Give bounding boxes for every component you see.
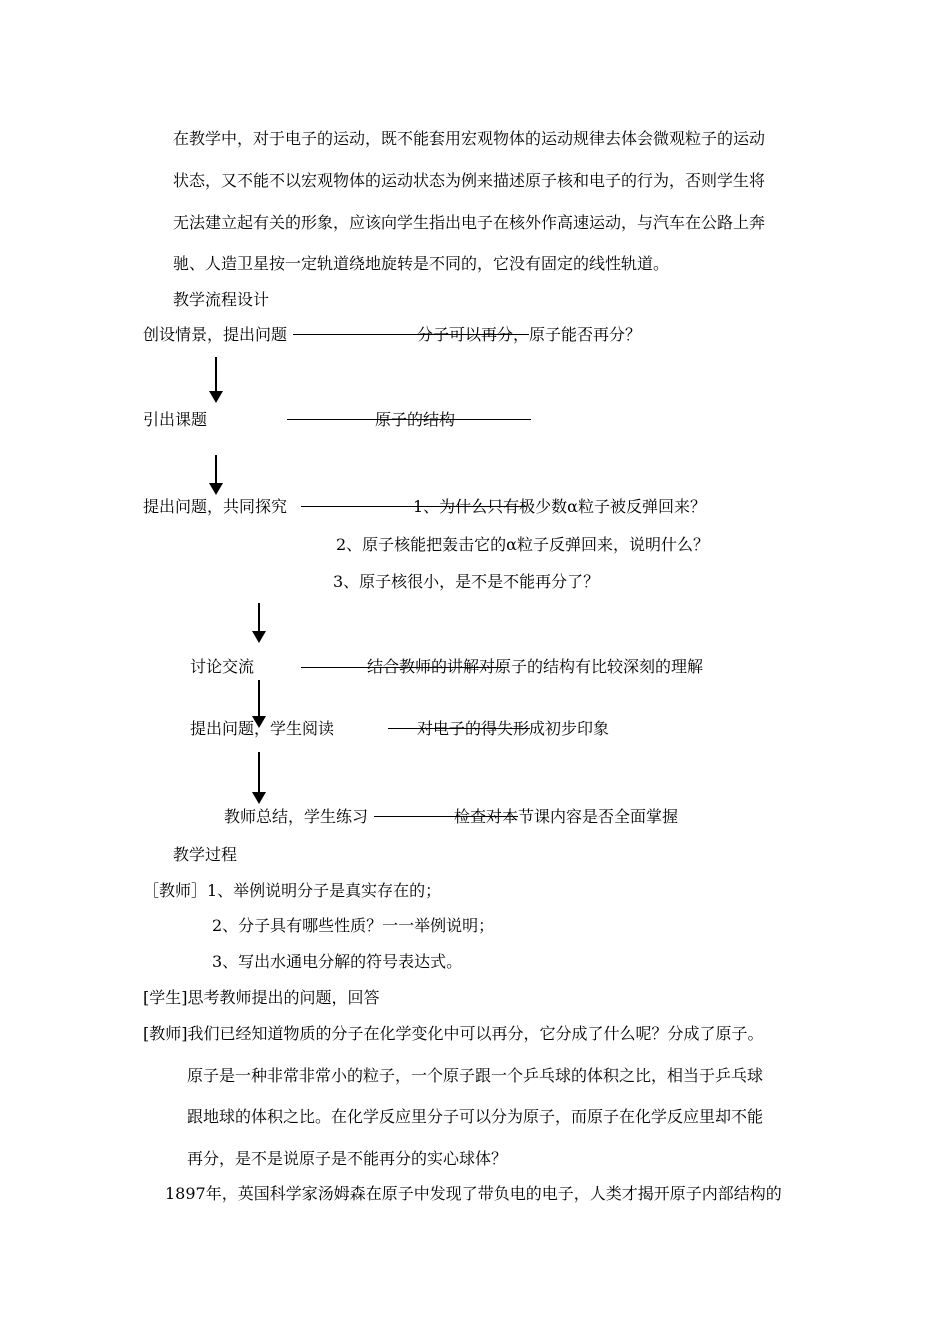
flow-step-label: 教师总结，学生练习	[224, 807, 369, 826]
flow-step-label: 引出课题	[143, 410, 208, 429]
flow-arrow-down	[252, 752, 266, 804]
flow-step-note: 对电子的得失形成初步印象	[417, 719, 610, 738]
history-line: 1897年，英国科学家汤姆森在原子中发现了带负电的电子，人类才揭开原子内部结构的	[165, 1184, 782, 1203]
flow-step-note: 结合教师的讲解对原子的结构有比较深刻的理解	[367, 657, 704, 676]
intro-line-3: 无法建立起有关的形象，应该向学生指出电子在核外作高速运动，与汽车在公路上奔	[173, 213, 766, 232]
flow-arrow-down	[209, 455, 223, 495]
flow-step-note: 原子的结构	[375, 410, 456, 429]
teacher-question-1: ［教师］1、举例说明分子是真实存在的；	[143, 881, 442, 900]
flow-arrow-down	[252, 603, 266, 643]
flow-step-note: 1、为什么只有极少数α粒子被反弹回来？	[413, 497, 706, 516]
intro-line-4: 驰、人造卫星按一定轨道绕地旋转是不同的，它没有固定的线性轨道。	[173, 254, 670, 273]
teacher-explain-1: [教师]我们已经知道物质的分子在化学变化中可以再分，它分成了什么呢？分成了原子。	[143, 1024, 764, 1043]
flow-step-note: 2、原子核能把轰击它的α粒子反弹回来，说明什么？	[336, 535, 709, 554]
student-response: [学生]思考教师提出的问题，回答	[143, 988, 380, 1007]
teacher-question-2: 2、分子具有哪些性质？一一举例说明；	[212, 916, 495, 935]
intro-line-2: 状态，又不能不以宏观物体的运动状态为例来描述原子核和电子的行为，否则学生将	[173, 171, 766, 190]
teacher-explain-4: 再分，是不是说原子是不能再分的实心球体？	[187, 1149, 508, 1168]
flow-step-label: 提出问题，学生阅读	[190, 719, 335, 738]
teacher-explain-2: 原子是一种非常非常小的粒子，一个原子跟一个乒乓球的体积之比，相当于乒乓球	[187, 1066, 764, 1085]
flow-step-note: 3、原子核很小，是不是不能再分了？	[333, 572, 600, 591]
flow-step-label: 提出问题，共同探究	[143, 497, 288, 516]
teacher-question-3: 3、写出水通电分解的符号表达式。	[212, 952, 463, 971]
flow-step-note: 检查对本节课内容是否全面掌握	[454, 807, 679, 826]
flow-arrow-down	[209, 357, 223, 403]
flow-step-label: 创设情景，提出问题	[143, 325, 288, 344]
flow-heading: 教学流程设计	[173, 290, 270, 309]
teacher-explain-3: 跟地球的体积之比。在化学反应里分子可以分为原子，而原子在化学反应里却不能	[187, 1107, 764, 1126]
process-heading: 教学过程	[173, 845, 238, 864]
flow-step-note: 分子可以再分，原子能否再分？	[417, 325, 642, 344]
flow-step-label: 讨论交流	[190, 657, 255, 676]
intro-line-1: 在教学中，对于电子的运动，既不能套用宏观物体的运动规律去体会微观粒子的运动	[173, 129, 766, 148]
